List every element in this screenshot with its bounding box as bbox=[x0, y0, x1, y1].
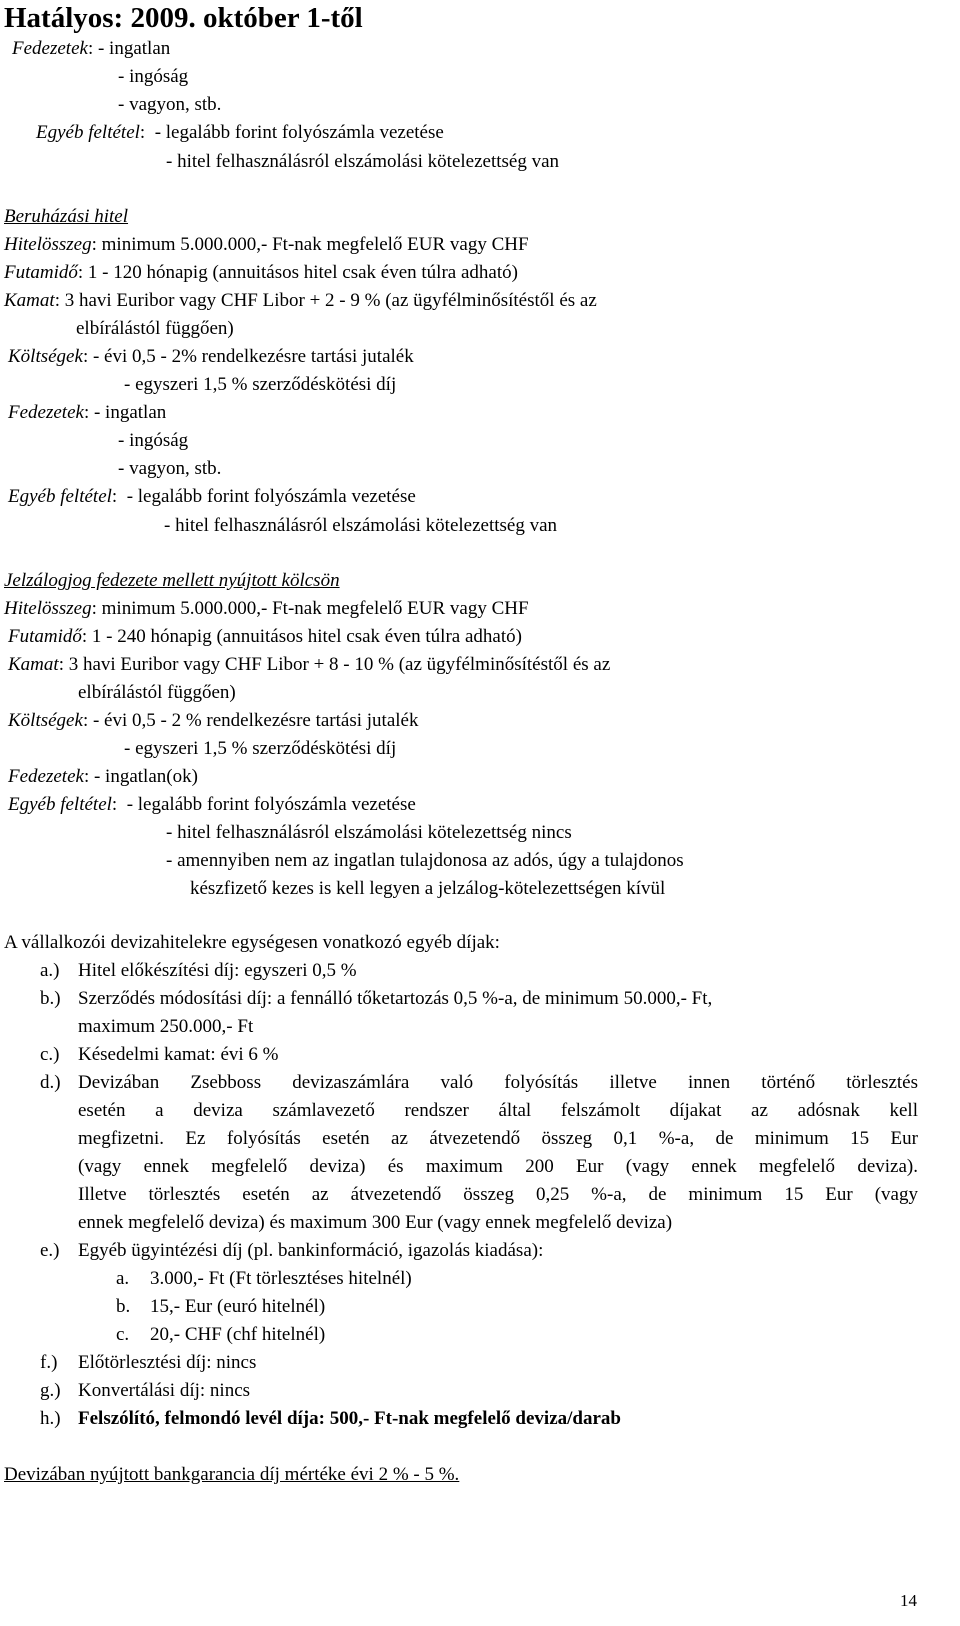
fedezetek-item: - ingatlan bbox=[97, 38, 171, 59]
fedezetek-item: - vagyon, stb. bbox=[118, 458, 222, 479]
list-item-continuation: maximum 250.000,- Ft bbox=[78, 1016, 254, 1037]
fees-intro: A vállalkozói devizahitelekre egységesen vonatkozó egyéb díjak: bbox=[4, 932, 500, 953]
list-item-line: ennek megfelelő deviza) és maximum 300 Eur (vagy ennek megfelelő deviza) bbox=[78, 1212, 673, 1233]
page-title: Hatályos: 2009. október 1-től bbox=[4, 2, 363, 34]
bankgarancia-note: Devizában nyújtott bankgarancia díj mértéke évi 2 % - 5 %. bbox=[4, 1464, 460, 1485]
egyeb-feltetel-label: Egyéb feltétel bbox=[36, 122, 140, 143]
list-marker: f.) bbox=[40, 1352, 58, 1373]
list-item: Késedelmi kamat: évi 6 % bbox=[78, 1044, 279, 1065]
hitelosszeg-label: Hitelösszeg bbox=[4, 234, 92, 255]
list-item: Szerződés módosítási díj: a fennálló tőketartozás 0,5 %-a, de minimum 50.000,- Ft, bbox=[78, 988, 713, 1009]
list-item: Egyéb ügyintézési díj (pl. bankinformáció, igazolás kiadása): bbox=[78, 1240, 544, 1261]
hitelosszeg-row: Hitelösszeg: minimum 5.000.000,- Ft-nak megfelelő EUR vagy CHF bbox=[4, 234, 529, 255]
sub-list-item: 15,- Eur (euró hitelnél) bbox=[150, 1296, 326, 1317]
fedezetek-row: Fedezetek: - ingatlan bbox=[8, 402, 167, 423]
fedezetek-row: Fedezetek: - ingatlan(ok) bbox=[8, 766, 198, 787]
hitelosszeg-value: minimum 5.000.000,- Ft-nak megfelelő EUR vagy CHF bbox=[101, 598, 529, 619]
sub-list-marker: c. bbox=[116, 1324, 130, 1345]
list-item-line: esetén a deviza számlavezető rendszer által felszámolt díjakat az adósnak kell bbox=[78, 1100, 918, 1121]
futamido-row: Futamidő: 1 - 240 hónapig (annuitásos hitel csak éven túlra adható) bbox=[8, 626, 522, 647]
fedezetek-row: Fedezetek: - ingatlan bbox=[12, 38, 171, 59]
fedezetek-item: - ingóság bbox=[118, 430, 189, 451]
koltsegek-item: - évi 0,5 - 2 % rendelkezésre tartási jutalék bbox=[92, 710, 419, 731]
list-marker: c.) bbox=[40, 1044, 60, 1065]
egyeb-feltetel-item: - legalább forint folyószámla vezetése bbox=[126, 794, 416, 815]
list-marker: a.) bbox=[40, 960, 60, 981]
futamido-label: Futamidő bbox=[8, 626, 82, 647]
list-marker: h.) bbox=[40, 1408, 61, 1429]
egyeb-feltetel-item: - amennyiben nem az ingatlan tulajdonosa az adós, úgy a tulajdonos bbox=[166, 850, 684, 871]
sub-list-marker: b. bbox=[116, 1296, 131, 1317]
kamat-label: Kamat bbox=[8, 654, 59, 675]
list-item-line: Devizában Zsebboss devizaszámlára való folyósítás illetve innen történő törlesztés bbox=[78, 1072, 918, 1093]
hitelosszeg-row: Hitelösszeg: minimum 5.000.000,- Ft-nak megfelelő EUR vagy CHF bbox=[4, 598, 529, 619]
section-heading-jelzalog: Jelzálogjog fedezete mellett nyújtott kölcsön bbox=[4, 570, 340, 591]
kamat-value: 3 havi Euribor vagy CHF Libor + 2 - 9 % (az ügyfélminősítéstől és az bbox=[64, 290, 597, 311]
fedezetek-label: Fedezetek bbox=[8, 402, 84, 423]
list-item: Előtörlesztési díj: nincs bbox=[78, 1352, 257, 1373]
kamat-label: Kamat bbox=[4, 290, 55, 311]
hitelosszeg-value: minimum 5.000.000,- Ft-nak megfelelő EUR vagy CHF bbox=[101, 234, 529, 255]
list-item-line: megfizetni. Ez folyósítás esetén az átvezetendő összeg 0,1 %-a, de minimum 15 Eur bbox=[78, 1128, 918, 1149]
egyeb-feltetel-label: Egyéb feltétel bbox=[8, 794, 112, 815]
page-number: 14 bbox=[900, 1591, 917, 1610]
list-marker: e.) bbox=[40, 1240, 60, 1261]
fedezetek-item: - vagyon, stb. bbox=[118, 94, 222, 115]
egyeb-feltetel-item: - hitel felhasználásról elszámolási kötelezettség van bbox=[166, 151, 560, 172]
kamat-row: Kamat: 3 havi Euribor vagy CHF Libor + 8 - 10 % (az ügyfélminősítéstől és az bbox=[8, 654, 611, 675]
fedezetek-item: - ingatlan bbox=[93, 402, 167, 423]
fedezetek-item: - ingatlan(ok) bbox=[93, 766, 198, 787]
list-marker: g.) bbox=[40, 1380, 61, 1401]
kamat-value: 3 havi Euribor vagy CHF Libor + 8 - 10 % (az ügyfélminősítéstől és az bbox=[68, 654, 611, 675]
list-item-line: (vagy ennek megfelelő deviza) és maximum 200 Eur (vagy ennek megfelelő deviza). bbox=[78, 1156, 918, 1177]
kamat-continuation: elbírálástól függően) bbox=[78, 682, 236, 703]
list-item-bold: Felszólító, felmondó levél díja: 500,- Ft-nak megfelelő deviza/darab bbox=[78, 1408, 621, 1429]
list-item: Konvertálási díj: nincs bbox=[78, 1380, 251, 1401]
egyeb-feltetel-row: Egyéb feltétel: - legalább forint folyószámla vezetése bbox=[8, 486, 416, 507]
fedezetek-item: - ingóság bbox=[118, 66, 189, 87]
sub-list-item: 20,- CHF (chf hitelnél) bbox=[150, 1324, 326, 1345]
koltsegek-label: Költségek bbox=[8, 710, 83, 731]
futamido-value: 1 - 240 hónapig (annuitásos hitel csak éven túlra adható) bbox=[91, 626, 522, 647]
futamido-label: Futamidő bbox=[4, 262, 78, 283]
sub-list-item: 3.000,- Ft (Ft törlesztéses hitelnél) bbox=[150, 1268, 412, 1289]
kamat-continuation: elbírálástól függően) bbox=[76, 318, 234, 339]
egyeb-feltetel-item: - hitel felhasználásról elszámolási kötelezettség nincs bbox=[166, 822, 572, 843]
list-marker: d.) bbox=[40, 1072, 61, 1093]
egyeb-feltetel-label: Egyéb feltétel bbox=[8, 486, 112, 507]
egyeb-feltetel-item: - legalább forint folyószámla vezetése bbox=[126, 486, 416, 507]
hitelosszeg-label: Hitelösszeg bbox=[4, 598, 92, 619]
egyeb-feltetel-row: Egyéb feltétel: - legalább forint folyószámla vezetése bbox=[36, 122, 444, 143]
egyeb-feltetel-row: Egyéb feltétel: - legalább forint folyószámla vezetése bbox=[8, 794, 416, 815]
futamido-value: 1 - 120 hónapig (annuitásos hitel csak éven túlra adható) bbox=[87, 262, 518, 283]
koltsegek-row: Költségek: - évi 0,5 - 2 % rendelkezésre tartási jutalék bbox=[8, 710, 419, 731]
kamat-row: Kamat: 3 havi Euribor vagy CHF Libor + 2 - 9 % (az ügyfélminősítéstől és az bbox=[4, 290, 597, 311]
list-marker: b.) bbox=[40, 988, 61, 1009]
egyeb-feltetel-item: készfizető kezes is kell legyen a jelzálog-kötelezettségen kívül bbox=[190, 878, 666, 899]
fedezetek-label: Fedezetek bbox=[12, 38, 88, 59]
futamido-row: Futamidő: 1 - 120 hónapig (annuitásos hitel csak éven túlra adható) bbox=[4, 262, 518, 283]
section-heading-beruhazasi: Beruházási hitel bbox=[4, 206, 129, 227]
koltsegek-item: - évi 0,5 - 2% rendelkezésre tartási jutalék bbox=[92, 346, 414, 367]
koltsegek-item: - egyszeri 1,5 % szerződéskötési díj bbox=[124, 374, 397, 395]
list-item: Hitel előkészítési díj: egyszeri 0,5 % bbox=[78, 960, 357, 981]
koltsegek-item: - egyszeri 1,5 % szerződéskötési díj bbox=[124, 738, 397, 759]
koltsegek-row: Költségek: - évi 0,5 - 2% rendelkezésre tartási jutalék bbox=[8, 346, 414, 367]
koltsegek-label: Költségek bbox=[8, 346, 83, 367]
egyeb-feltetel-item: - legalább forint folyószámla vezetése bbox=[154, 122, 444, 143]
fedezetek-label: Fedezetek bbox=[8, 766, 84, 787]
egyeb-feltetel-item: - hitel felhasználásról elszámolási kötelezettség van bbox=[164, 515, 558, 536]
list-item-line: Illetve törlesztés esetén az átvezetendő összeg 0,25 %-a, de minimum 15 Eur (vagy bbox=[78, 1184, 918, 1205]
sub-list-marker: a. bbox=[116, 1268, 130, 1289]
